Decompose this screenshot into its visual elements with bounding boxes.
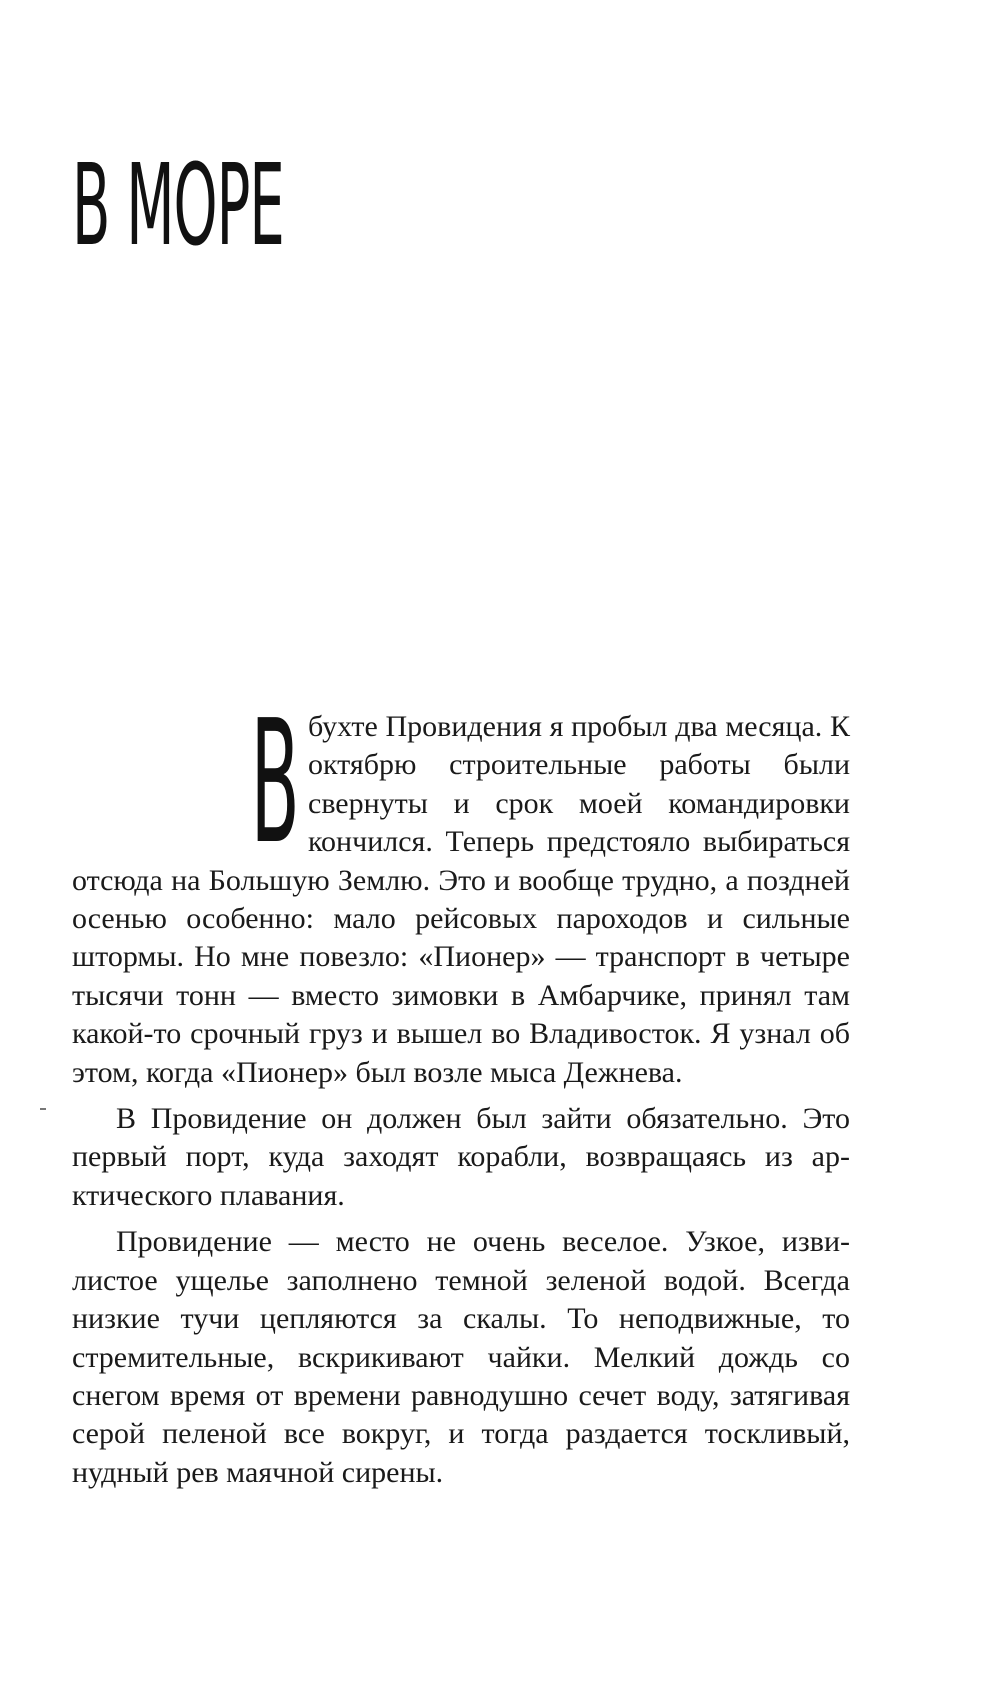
drop-cap-letter: В	[251, 684, 300, 882]
paragraph-3: Провидение — место не очень веселое. Узкое, извилистое ущелье заполнено темной зеленой водой. Всегда низкие тучи цепляются за скалы. То неподвижные, то стремительные, вскрикивают чайки. Мелкий дождь со снегом время от времени равнодушно сечет воду, затягивая серой пеленой все вокруг, и тогда раздается тоскливый, нудный рев маячной сирены.	[72, 1225, 850, 1489]
chapter-title: В МОРЕ	[72, 141, 284, 271]
paragraph-1	[72, 684, 850, 1092]
paragraph-2: В Провидение он должен был зайти обязательно. Это первый порт, куда заходят корабли, возвращаясь из арктического плавания.	[72, 1102, 850, 1212]
paragraph-1-text: бухте Провидения я пробыл два месяца. К октябрю строительные работы были свернуты и срок моей командировки кончился. Теперь предстояло выбираться отсюда на Большую Землю. Это и вообще трудно, а поздней осенью особенно: мало рейсовых пароходов и сильные штормы. Но мне повезло: «Пионер» — транспорт в четыре тысячи тонн — вместо зимовки в Амбарчике, принял там какой-то срочный груз и вышел во Владивосток. Я узнал об этом, когда «Пионер» был возле мыса Дежнева.	[72, 710, 850, 1089]
chapter-text	[72, 684, 850, 1500]
scan-speck	[40, 1108, 46, 1110]
drop-cap	[72, 684, 308, 882]
